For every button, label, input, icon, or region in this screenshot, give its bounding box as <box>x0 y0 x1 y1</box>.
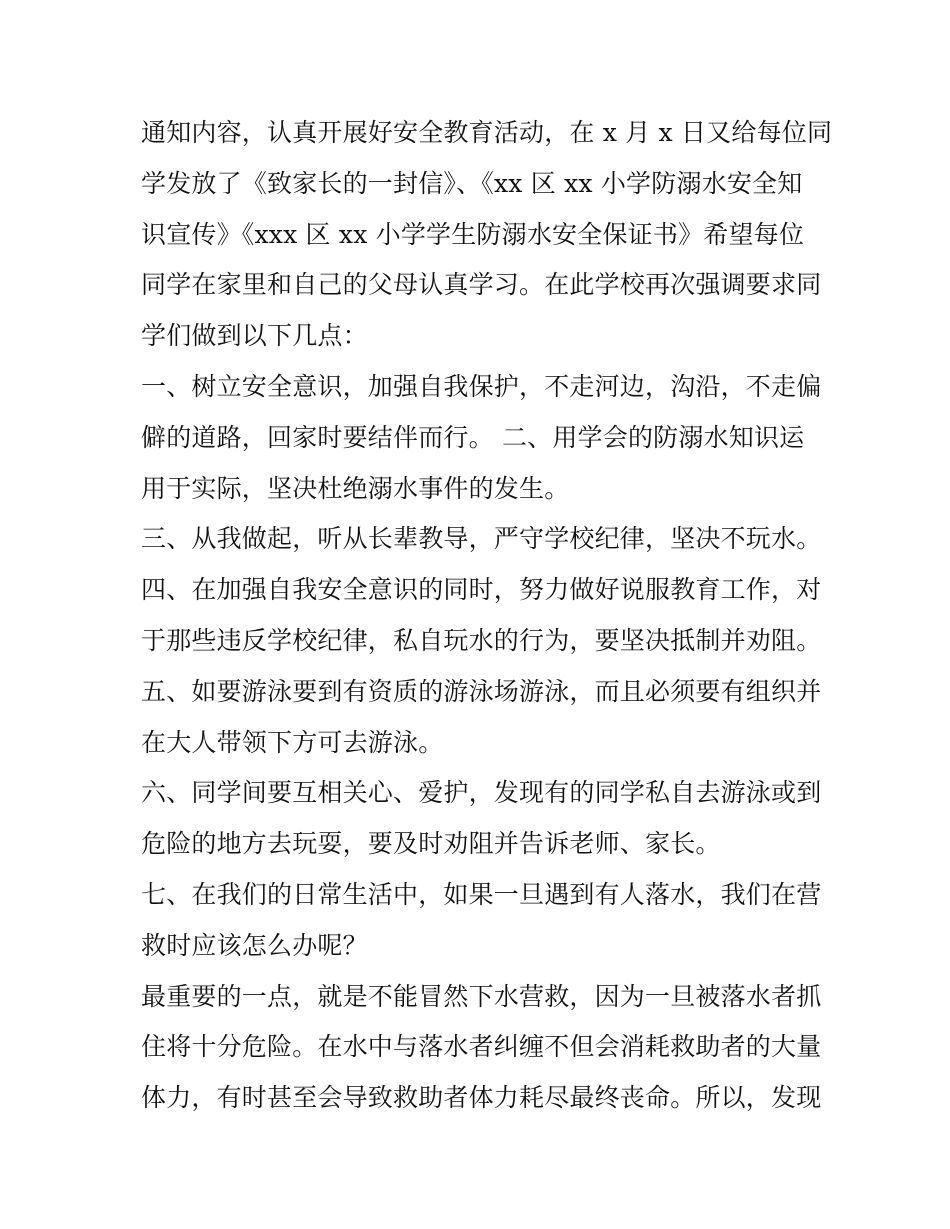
text-line-15: 危险的地方去玩耍，要及时劝阻并告诉老师、家长。 <box>141 829 721 859</box>
text-line-11: 于那些违反学校纪律，私自玩水的行为，要坚决抵制并劝阻。 <box>141 625 822 655</box>
body-text <box>141 108 833 1124</box>
text-line-1: 通知内容，认真开展好安全教育活动，在 x 月 x 日又给每位同 <box>141 118 833 147</box>
text-line-20: 体力，有时甚至会导致救助者体力耗尽最终丧命。所以，发现 <box>141 1083 822 1113</box>
text-line-12: 五、如要游泳要到有资质的游泳场游泳，而且必须要有组织并 <box>141 676 822 706</box>
text-line-16: 七、在我们的日常生活中，如果一旦遇到有人落水，我们在营 <box>141 879 822 909</box>
text-line-17: 救时应该怎么办呢？ <box>141 930 368 960</box>
text-line-14: 六、同学间要互相关心、爱护，发现有的同学私自去游泳或到 <box>141 778 822 808</box>
text-line-5: 学们做到以下几点： <box>141 321 368 351</box>
text-line-2: 学发放了《致家长的一封信》、《xx 区 xx 小学防溺水安全知 <box>141 168 803 198</box>
text-line-13: 在大人带领下方可去游泳。 <box>141 727 444 757</box>
text-line-6: 一、树立安全意识，加强自我保护，不走河边，沟沿，不走偏 <box>141 371 822 401</box>
text-line-18: 最重要的一点，就是不能冒然下水营救，因为一旦被落水者抓 <box>141 981 822 1011</box>
text-line-9: 三、从我做起，听从长辈教导，严守学校纪律，坚决不玩水。 <box>141 524 822 554</box>
text-line-10: 四、在加强自我安全意识的同时，努力做好说服教育工作，对 <box>141 575 822 605</box>
text-line-19: 住将十分危险。在水中与落水者纠缠不但会消耗救助者的大量 <box>141 1032 822 1062</box>
text-line-7: 僻的道路，回家时要结伴而行。 二、用学会的防溺水知识运 <box>141 422 805 452</box>
text-line-3: 识宣传》《xxx 区 xx 小学学生防溺水安全保证书》希望每位 <box>141 219 805 249</box>
text-line-4: 同学在家里和自己的父母认真学习。在此学校再次强调要求同 <box>141 270 822 300</box>
text-line-8: 用于实际，坚决杜绝溺水事件的发生。 <box>141 473 570 503</box>
